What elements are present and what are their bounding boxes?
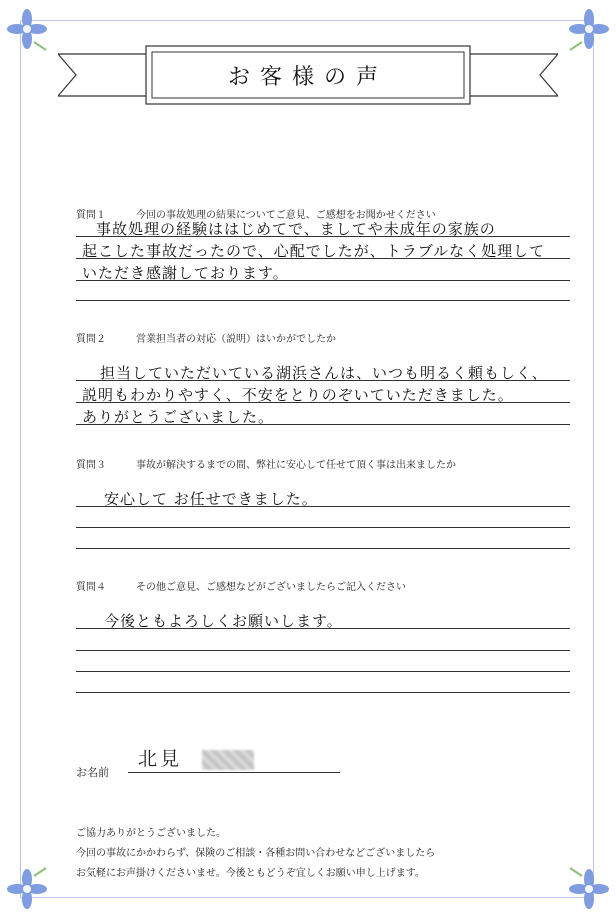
answer-line bbox=[76, 671, 570, 672]
question-number: 質問３ bbox=[76, 460, 106, 471]
question-3 bbox=[76, 456, 456, 471]
footer-line: ご協力ありがとうございました。 bbox=[76, 828, 226, 839]
handwritten-answer: 事故処理の経験ははじめてで、ましてや未成年の家族の bbox=[96, 220, 496, 238]
question-text: その他ご意見、ご感想などがございましたらご記入ください bbox=[136, 582, 406, 593]
handwritten-answer: 起こした事故だったので、心配でしたが、トラブルなく処理して bbox=[82, 242, 546, 260]
question-4 bbox=[76, 578, 406, 593]
flower-icon bbox=[566, 6, 612, 52]
footer-line: 今回の事故にかかわらず、保険のご相談・各種お問い合わせなどございましたら bbox=[76, 848, 436, 859]
flower-icon bbox=[566, 866, 612, 912]
name-line bbox=[128, 772, 340, 773]
answer-line bbox=[76, 692, 570, 693]
flower-icon bbox=[4, 6, 50, 52]
question-2 bbox=[76, 330, 336, 345]
question-number: 質問１ bbox=[76, 210, 106, 221]
redacted-name bbox=[202, 750, 254, 770]
answer-line bbox=[76, 300, 570, 301]
question-number: 質問４ bbox=[76, 582, 106, 593]
question-text: 今回の事故処理の結果についてご意見、ご感想をお聞かせください bbox=[136, 210, 436, 221]
handwritten-answer: いただき感謝しております。 bbox=[82, 264, 289, 282]
handwritten-answer: 担当していただいている湖浜さんは、いつも明るく頼もしく、 bbox=[100, 364, 548, 382]
name-value: 北見 bbox=[138, 748, 183, 770]
answer-line bbox=[76, 527, 570, 528]
question-text: 事故が解決するまでの間、弊社に安心して任せて頂く事は出来ましたか bbox=[136, 460, 456, 471]
flower-icon bbox=[4, 866, 50, 912]
title-banner bbox=[58, 44, 558, 106]
handwritten-answer: ありがとうございました。 bbox=[82, 408, 275, 426]
answer-line bbox=[76, 650, 570, 651]
question-number: 質問２ bbox=[76, 334, 106, 345]
page-title: お客様の声 bbox=[227, 64, 388, 90]
question-text: 営業担当者の対応（説明）はいかがでしたか bbox=[136, 334, 336, 345]
footer-line: お気軽にお声掛けくださいませ。今後ともどうぞ宜しくお願い申し上げます。 bbox=[76, 868, 425, 879]
name-label: お名前 bbox=[76, 766, 109, 779]
handwritten-answer: 今後ともよろしくお願いします。 bbox=[104, 612, 343, 630]
handwritten-answer: 説明もわかりやすく、不安をとりのぞいていただきました。 bbox=[82, 386, 514, 404]
handwritten-answer: 安心して お任せできました。 bbox=[104, 490, 318, 508]
answer-line bbox=[76, 548, 570, 549]
